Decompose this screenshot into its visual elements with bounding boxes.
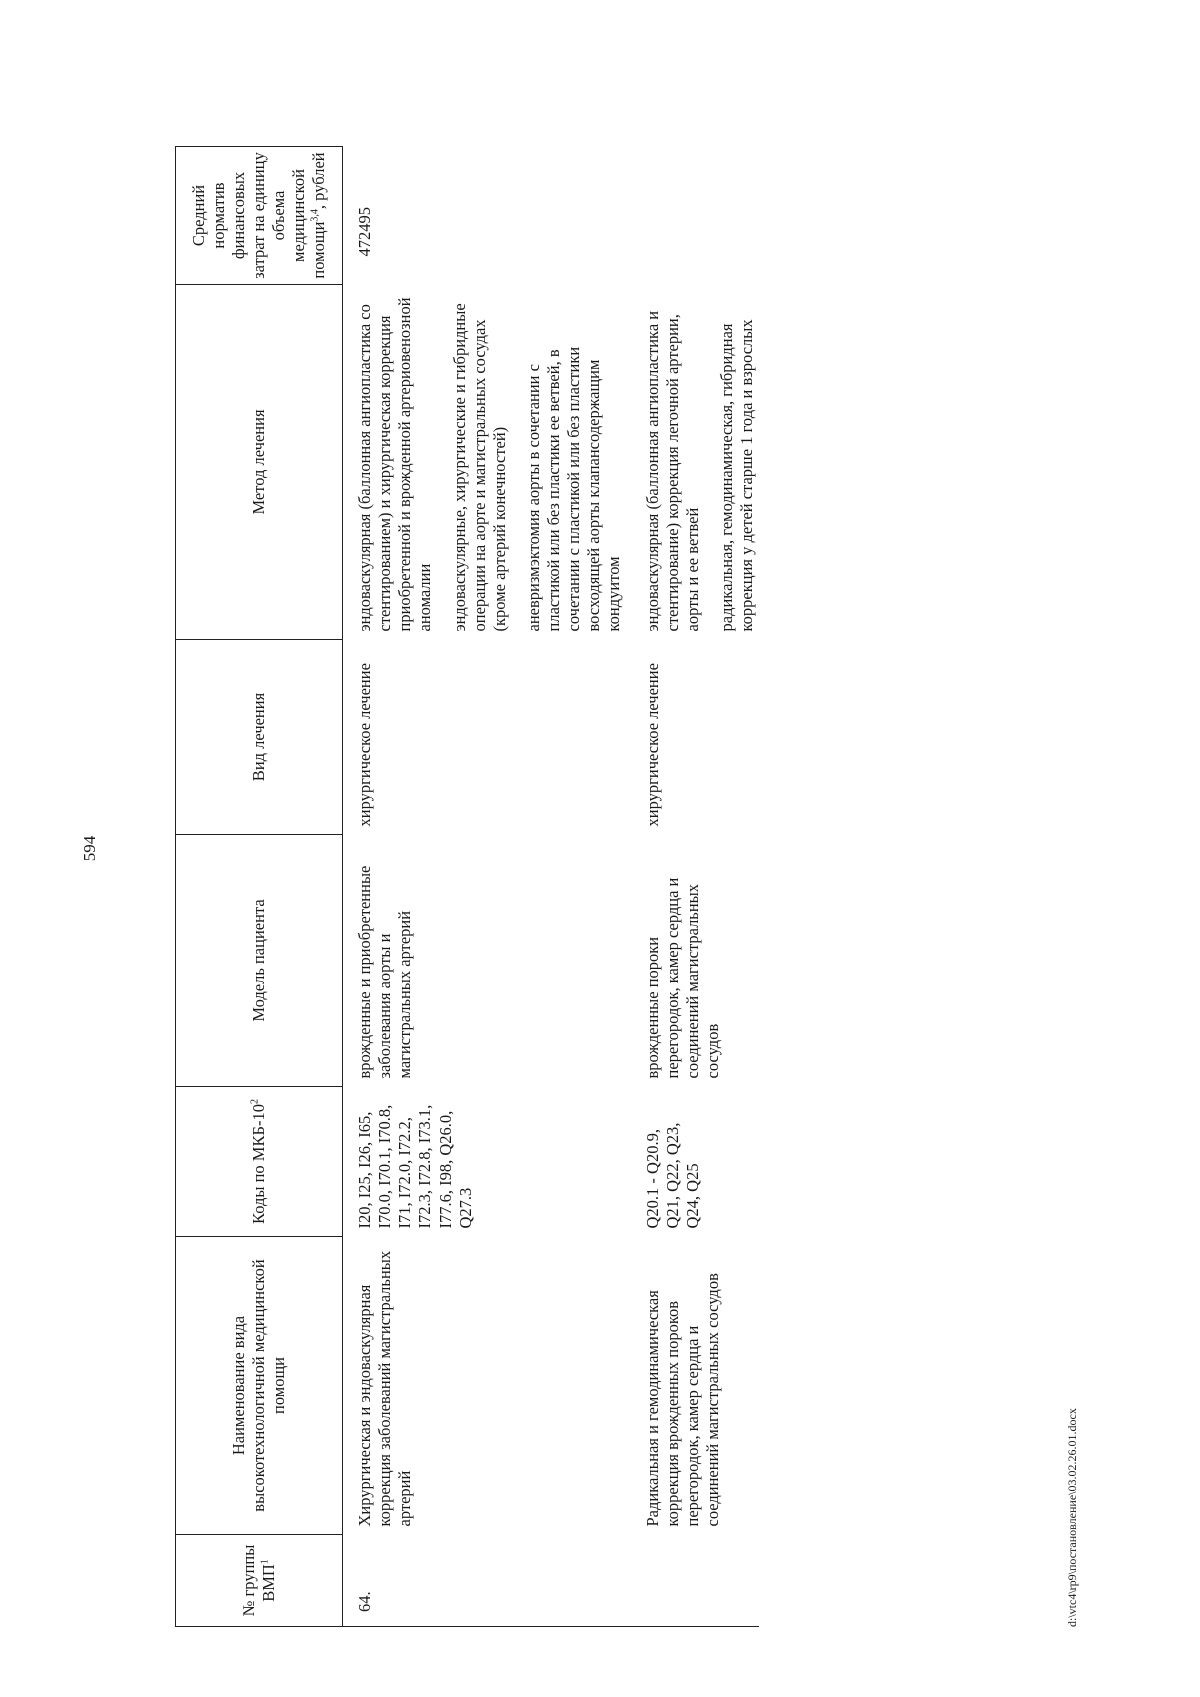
vmp-table — [175, 146, 759, 1627]
header-model: Модель пациента — [176, 835, 343, 1087]
header-kind: Вид лечения — [176, 640, 343, 835]
row-codes: Q20.1 - Q20.9, Q21, Q22, Q23, Q24, Q25 — [642, 1122, 702, 1229]
header-method: Метод лечения — [176, 285, 343, 640]
row-num: 64. — [343, 1535, 627, 1627]
row-norm — [627, 147, 760, 285]
table-header-row — [176, 147, 343, 1627]
row-kind: хирургическое лечение — [642, 663, 662, 827]
method-item: аневризмэктомия аорты в сочетании с пластикой или без пластики ее ветвей, в сочетании с пластикой или без пластики восходящей аорты клапансодержащим кондуитом — [523, 346, 624, 632]
header-num: № группы ВМП$^1$ — [176, 1535, 343, 1627]
row-name: Хирургическая и эндоваскулярная коррекция заболеваний магистральных артерий — [355, 1250, 415, 1527]
row-kind: хирургическое лечение — [355, 663, 374, 827]
method-item: радикальная, гемодинамическая, гибридная коррекция у детей старше 1 года и взрослых — [716, 319, 756, 632]
header-codes: Коды по МКБ-$10^2$ — [176, 1087, 343, 1237]
row-num — [627, 1535, 760, 1627]
table-row — [627, 147, 760, 1627]
header-norm: Средний норматив финансовых затрат на единицу объема медицинской помощи$^{3,4}$, рублей — [176, 147, 343, 285]
row-methods — [343, 285, 627, 640]
page-number: 594 — [80, 835, 99, 862]
method-item: эндоваскулярная (баллонная ангиопластика и стентирование) коррекция легочной артерии, аорты и ее ветвей — [642, 310, 702, 632]
row-model: врожденные и приобретенные заболевания аорты и магистральных артерий — [355, 865, 415, 1079]
method-item: эндоваскулярная (баллонная ангиопластика со стентированием) и хирургическая коррекция приобретенной и врожденной артериовенозной аномалии — [355, 297, 435, 632]
header-name: Наименование вида высокотехнологичной медицинской помощи — [176, 1237, 343, 1535]
row-methods — [627, 285, 760, 640]
row-codes: I20, I25, I26, I65, I70.0, I70.1, I70.8, I71, I72.0, I72.2, I72.3, I72.8, I73.1, I77.6, I98, Q26.0, Q27.3 — [355, 1104, 475, 1229]
row-norm: 472495 — [355, 207, 374, 257]
row-model: врожденные пороки перегородок, камер сердца и соединений магистральных сосудов — [642, 877, 722, 1079]
footer-file-path: d:\vtc4\rp9\постановление\03.02.26.01.docx — [1065, 1408, 1079, 1627]
table-row — [343, 147, 627, 1627]
method-item: эндоваскулярные, хирургические и гибридные операции на аорте и магистральных сосудах (кроме артерий конечностей) — [449, 303, 509, 632]
row-name: Радикальная и гемодинамическая коррекция врожденных пороков перегородок, камер сердца и соединений магистральных сосудов — [642, 1273, 722, 1527]
